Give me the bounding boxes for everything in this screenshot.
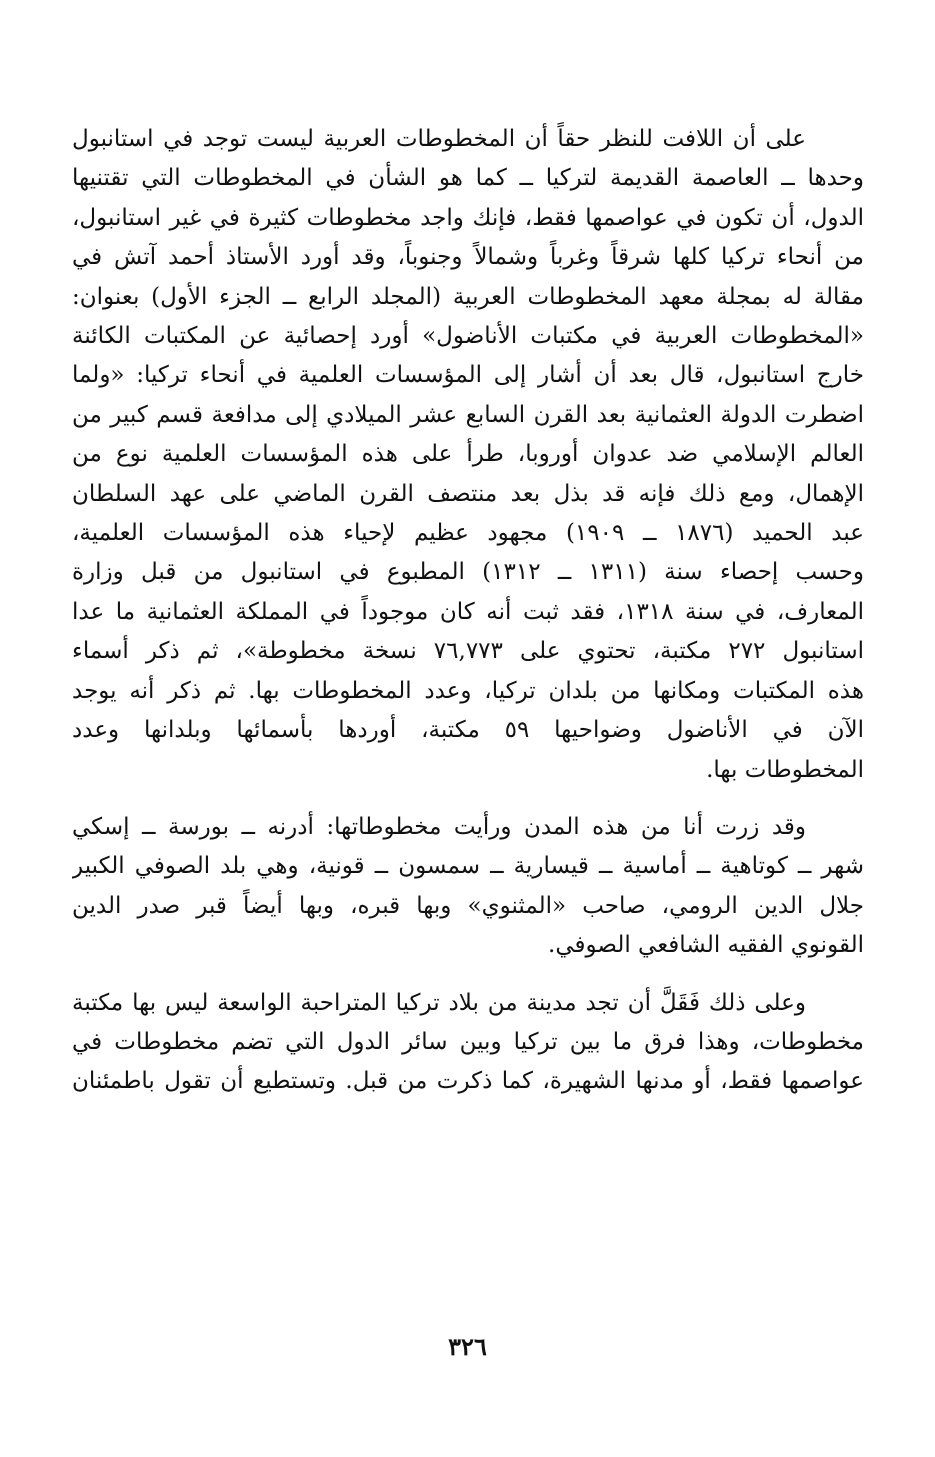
text-line: القونوي الفقيه الشافعي الصوفي. [548,932,864,959]
text-line: هذه المكتبات ومكانها من بلدان تركيا، وعدد المخطوطات بها. ثم ذكر أنه يوجد [72,677,864,704]
text-line: المعارف، في سنة ١٣١٨، فقد ثبت أنه كان موجوداً في المملكة العثمانية ما عدا [72,598,864,625]
paragraph-gap [72,966,864,984]
text-line: على أن اللافت للنظر حقاً أن المخطوطات العربية ليست توجد في استانبول [72,126,806,152]
paragraph-2 [72,808,864,966]
text-line: استانبول ٢٧٢ مكتبة، تحتوي على ٧٦,٧٧٣ نسخة مخطوطة»، ثم ذكر أسماء [72,638,864,665]
paragraph-gap [72,790,864,808]
text-line: الآن في الأناضول وضواحيها ٥٩ مكتبة، أوردها بأسمائها وبلدانها وعدد [72,717,864,744]
text-line: عبد الحميد (١٨٧٦ ــ ١٩٠٩) مجهود عظيم لإحياء هذه المؤسسات العلمية، [72,520,864,547]
paragraph-3 [72,984,864,1102]
text-line: المخطوطات بها. [706,756,864,783]
text-line: وقد زرت أنا من هذه المدن ورأيت مخطوطاتها: أدرنه ــ بورسة ــ إسكي [72,813,806,840]
text-line: خارج استانبول، قال بعد أن أشار إلى المؤسسات العلمية في أنحاء تركيا: «ولما [72,362,864,389]
text-line: مخطوطات، وهذا فرق ما بين تركيا وبين سائر الدول التي تضم مخطوطات في [72,1028,864,1055]
page-body [72,120,864,1102]
text-line: وعلى ذلك فَقَلَّ أن تجد مدينة من بلاد تركيا المتراحبة الواسعة ليس بها مكتبة [72,989,806,1016]
paragraph-1 [72,120,864,790]
text-line: الإهمال، ومع ذلك فإنه قد بذل بعد منتصف القرن الماضي على عهد السلطان [72,480,864,507]
text-line: «المخطوطات العربية في مكتبات الأناضول» أورد إحصائية عن المكتبات الكائنة [72,323,864,350]
text-line: وحدها ــ العاصمة القديمة لتركيا ــ كما هو الشأن في المخطوطات التي تقتنيها [72,165,864,192]
text-line: العالم الإسلامي ضد عدوان أوروبا، طرأ على هذه المؤسسات العلمية نوع من [72,441,864,468]
text-line: شهر ــ كوتاهية ــ أماسية ــ قيسارية ــ سمسون ــ قونية، وهي بلد الصوفي الكبير [72,853,864,880]
page-number: ٣٢٦ [448,1332,487,1361]
text-line: اضطرت الدولة العثمانية بعد القرن السابع عشر الميلادي إلى مدافعة قسم كبير من [72,401,864,428]
text-line: مقالة له بمجلة معهد المخطوطات العربية (المجلد الرابع ــ الجزء الأول) بعنوان: [72,283,864,310]
text-line: عواصمها فقط، أو مدنها الشهيرة، كما ذكرت من قبل. وتستطيع أن تقول باطمئنان [72,1068,864,1095]
text-line: جلال الدين الرومي، صاحب «المثنوي» وبها قبره، وبها أيضاً قبر صدر الدين [72,892,864,919]
text-line: من أنحاء تركيا كلها شرقاً وغرباً وشمالاً وجنوباً، وقد أورد الأستاذ أحمد آتش في [72,244,864,271]
text-line: الدول، أن تكون في عواصمها فقط، فإنك واجد مخطوطات كثيرة في غير استانبول، [72,204,864,231]
text-line: وحسب إحصاء سنة (١٣١١ ــ ١٣١٢) المطبوع في استانبول من قبل وزارة [72,559,864,586]
